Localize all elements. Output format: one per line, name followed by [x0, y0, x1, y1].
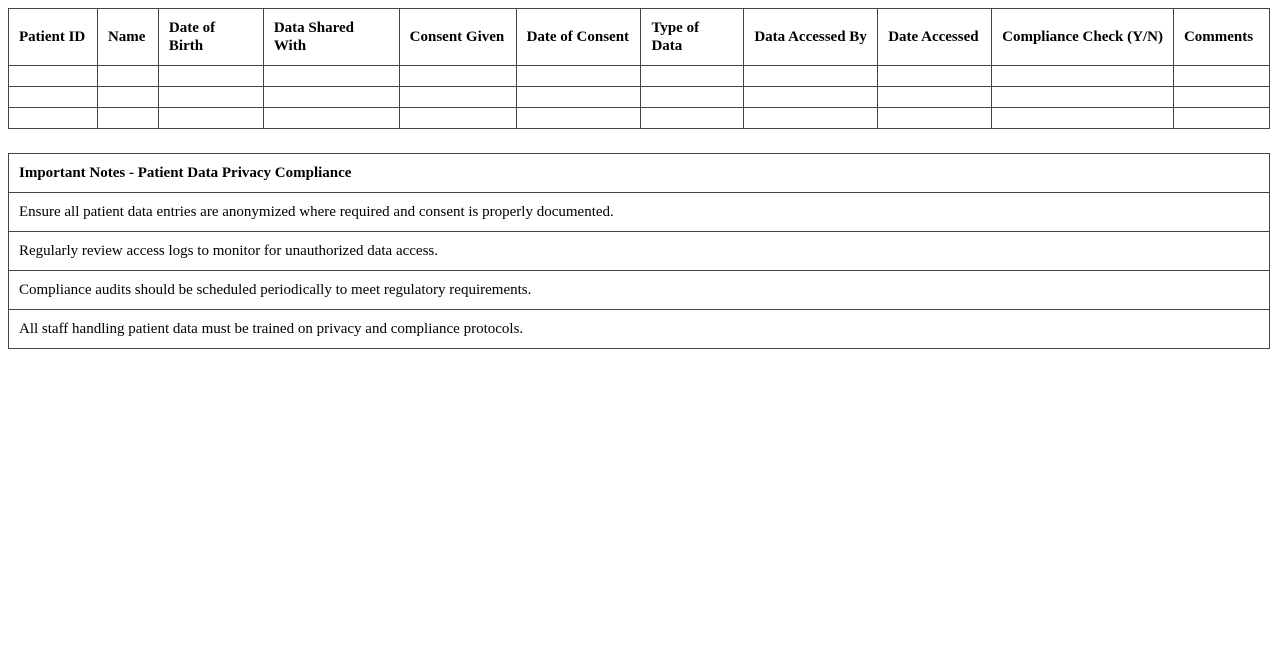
table-cell[interactable]: [992, 108, 1174, 129]
column-header: Date of Consent: [516, 9, 641, 66]
column-header: Type of Data: [641, 9, 744, 66]
table-cell[interactable]: [9, 66, 98, 87]
table-cell[interactable]: [744, 108, 878, 129]
table-cell[interactable]: [641, 108, 744, 129]
note-item: Regularly review access logs to monitor for unauthorized data access.: [9, 232, 1270, 271]
table-cell[interactable]: [9, 108, 98, 129]
table-cell[interactable]: [516, 108, 641, 129]
notes-title: Important Notes - Patient Data Privacy Compliance: [9, 154, 1270, 193]
column-header: Compliance Check (Y/N): [992, 9, 1174, 66]
note-item: Ensure all patient data entries are anonymized where required and consent is properly documented.: [9, 193, 1270, 232]
column-header: Consent Given: [399, 9, 516, 66]
table-cell[interactable]: [263, 87, 399, 108]
table-cell[interactable]: [516, 87, 641, 108]
table-cell[interactable]: [878, 108, 992, 129]
table-cell[interactable]: [641, 87, 744, 108]
table-row: [9, 66, 1270, 87]
table-cell[interactable]: [1173, 66, 1269, 87]
table-cell[interactable]: [399, 108, 516, 129]
header-row: [9, 9, 1270, 66]
table-cell[interactable]: [9, 87, 98, 108]
table-cell[interactable]: [399, 87, 516, 108]
note-item: All staff handling patient data must be trained on privacy and compliance protocols.: [9, 310, 1270, 349]
column-header: Data Accessed By: [744, 9, 878, 66]
table-cell[interactable]: [97, 66, 158, 87]
column-header: Patient ID: [9, 9, 98, 66]
table-cell[interactable]: [992, 87, 1174, 108]
table-cell[interactable]: [516, 66, 641, 87]
table-row: [9, 87, 1270, 108]
table-cell[interactable]: [878, 87, 992, 108]
column-header: Data Shared With: [263, 9, 399, 66]
table-cell[interactable]: [158, 87, 263, 108]
table-cell[interactable]: [641, 66, 744, 87]
table-cell[interactable]: [97, 108, 158, 129]
table-cell[interactable]: [158, 108, 263, 129]
table-cell[interactable]: [158, 66, 263, 87]
patient-data-log-table: [8, 8, 1270, 129]
important-notes-table: [8, 153, 1270, 349]
table-cell[interactable]: [992, 66, 1174, 87]
table-cell[interactable]: [744, 87, 878, 108]
table-cell[interactable]: [1173, 108, 1269, 129]
note-item: Compliance audits should be scheduled periodically to meet regulatory requirements.: [9, 271, 1270, 310]
table-cell[interactable]: [97, 87, 158, 108]
table-row: [9, 108, 1270, 129]
table-cell[interactable]: [263, 66, 399, 87]
table-cell[interactable]: [263, 108, 399, 129]
table-cell[interactable]: [399, 66, 516, 87]
table-cell[interactable]: [878, 66, 992, 87]
column-header: Name: [97, 9, 158, 66]
table-cell[interactable]: [1173, 87, 1269, 108]
column-header: Date Accessed: [878, 9, 992, 66]
table-cell[interactable]: [744, 66, 878, 87]
column-header: Date of Birth: [158, 9, 263, 66]
column-header: Comments: [1173, 9, 1269, 66]
